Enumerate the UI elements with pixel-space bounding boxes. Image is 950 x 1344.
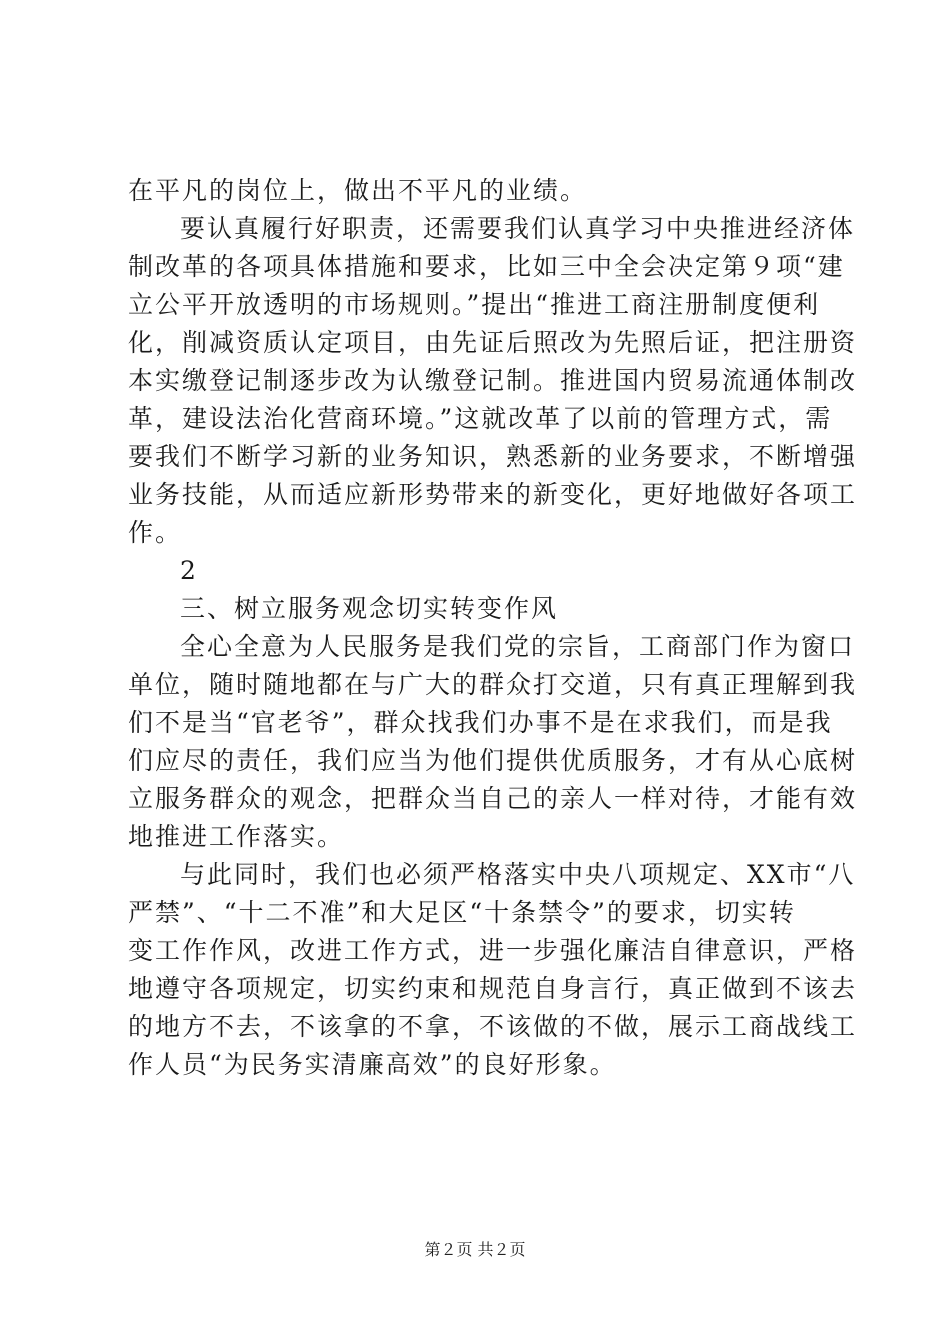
text-line: 革，建设法治化营商环境。”这就改革了以前的管理方式，需 [128,404,833,433]
text-line: 的地方不去，不该拿的不拿，不该做的不做，展示工商战线工 [128,1012,858,1041]
text-line: 要认真履行好职责，还需要我们认真学习中央推进经济体 [180,214,856,243]
text-line: 地遵守各项规定，切实约束和规范自身言行，真正做到不该去 [128,974,858,1003]
text-line: 2 [180,556,198,585]
text-line: 们不是当“官老爷”，群众找我们办事不是在求我们，而是我 [128,708,833,737]
text-line: 三、树立服务观念切实转变作风 [180,594,559,623]
text-line: 制改革的各项具体措施和要求，比如三中全会决定第９项“建 [128,252,845,281]
text-line: 们应尽的责任，我们应当为他们提供优质服务，才有从心底树 [128,746,858,775]
text-line: 要我们不断学习新的业务知识，熟悉新的业务要求，不断增强 [128,442,858,471]
document-body [128,172,858,1084]
text-line: 本实缴登记制逐步改为认缴登记制。推进国内贸易流通体制改 [128,366,858,395]
text-line: 作。 [128,518,183,547]
text-line: 变工作作风，改进工作方式，进一步强化廉洁自律意识，严格 [128,936,858,965]
text-line: 化，削减资质认定项目，由先证后照改为先照后证，把注册资 [128,328,858,357]
text-line: 在平凡的岗位上，做出不平凡的业绩。 [128,176,588,205]
text-line: 地推进工作落实。 [128,822,345,851]
text-line: 立服务群众的观念，把群众当自己的亲人一样对待，才能有效 [128,784,858,813]
text-line: 与此同时，我们也必须严格落实中央八项规定、XX市“八 [180,860,856,889]
text-line: 严禁”、“十二不准”和大足区“十条禁令”的要求，切实转 [128,898,796,927]
text-line: 立公平开放透明的市场规则。”提出“推进工商注册制度便利 [128,290,821,319]
text-line: 单位，随时随地都在与广大的群众打交道，只有真正理解到我 [128,670,858,699]
text-line: 业务技能，从而适应新形势带来的新变化，更好地做好各项工 [128,480,858,509]
page-number: 第２页 共２页 [424,1240,526,1259]
text-line: 全心全意为人民服务是我们党的宗旨，工商部门作为窗口 [180,632,856,661]
text-line: 作人员“为民务实清廉高效”的良好形象。 [128,1050,617,1079]
